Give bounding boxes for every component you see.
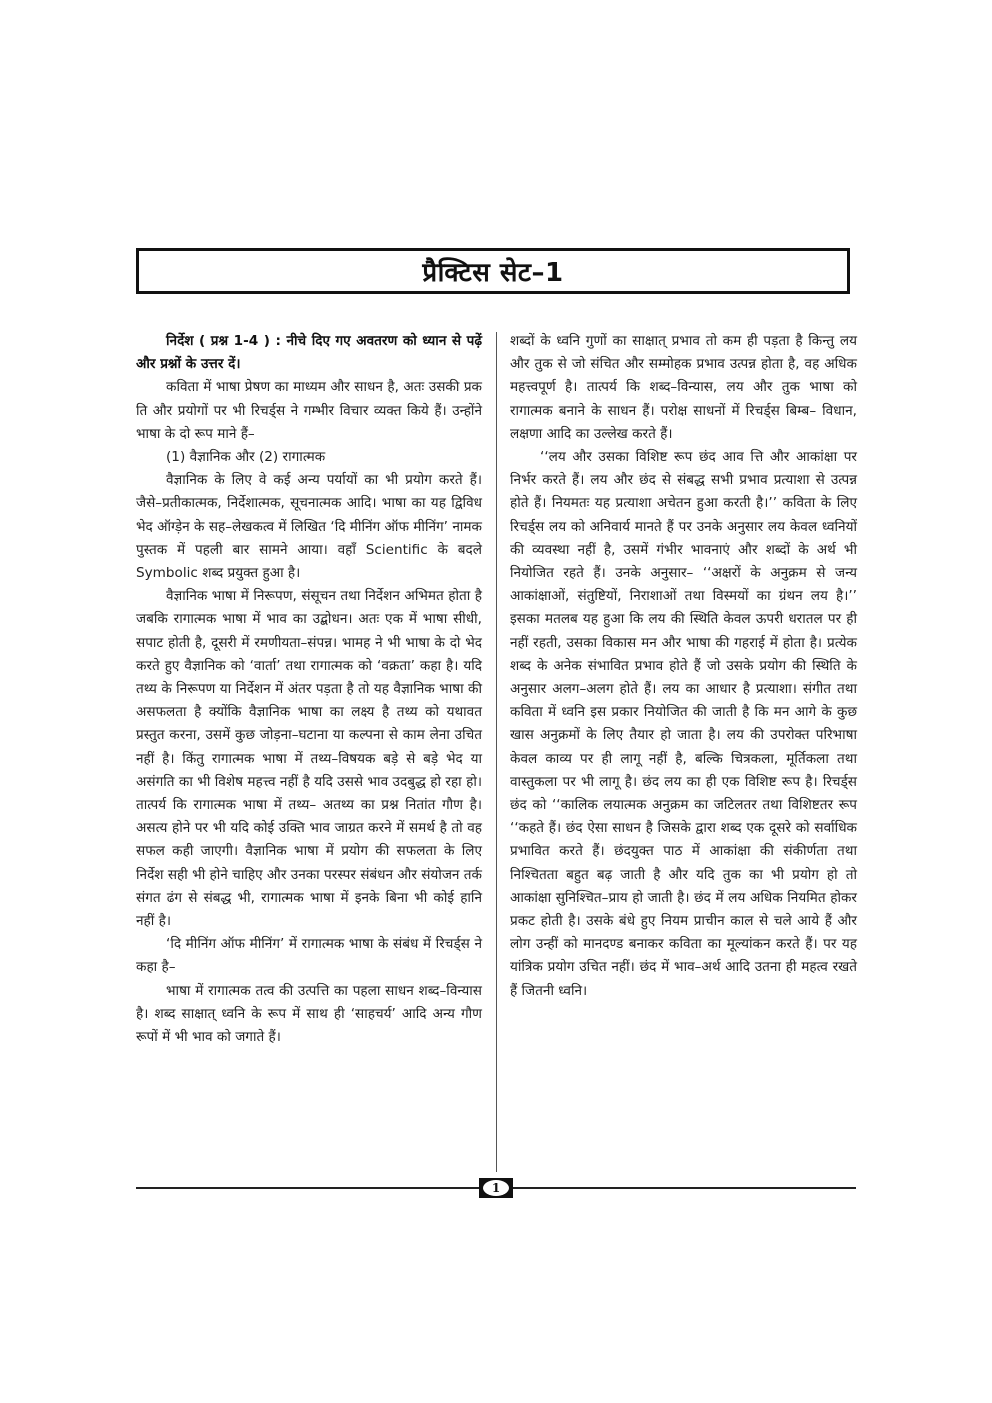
- page-title: प्रैक्टिस सेट–1: [422, 258, 564, 288]
- column-divider: [496, 332, 497, 1172]
- page-number-badge: [479, 1178, 513, 1198]
- paragraph: ‘दि मीनिंग ऑफ मीनिंग’ में रागात्मक भाषा के संबंध में रिचर्ड्स ने कहा है–: [136, 936, 482, 976]
- instruction-paragraph: निर्देश ( प्रश्न 1-4 ) : नीचे दिए गए अवतरण को ध्यान से पढ़ें और प्रश्नों के उत्तर दें।: [136, 333, 482, 373]
- paragraph: भाषा में रागात्मक तत्व की उत्पत्ति का पहला साधन शब्द–विन्यास है। शब्द साक्षात् ध्वनि के रूप में साथ ही ‘साहचर्य’ आदि अन्य गौण रूपों में भी भाव को जगाते हैं।: [136, 982, 482, 1046]
- paragraph: कविता में भाषा प्रेषण का माध्यम और साधन है, अतः उसकी प्रक ति और प्रयोगों पर भी रिचर्ड्स ने गम्भीर विचार व्यक्त किये हैं। उन्होंने भाषा के दो रूप माने हैं–: [136, 379, 482, 442]
- paragraph: शब्दों के ध्वनि गुणों का साक्षात् प्रभाव तो कम ही पड़ता है किन्तु लय और तुक से जो संचित और सम्मोहक प्रभाव उत्पन्न होता है, वह अधिक महत्त्वपूर्ण है। तात्पर्य कि शब्द–विन्यास, लय और तुक भाषा को रागात्मक बनाने के साधन हैं। परोक्ष साधनों में रिचर्ड्स बिम्ब– विधान, लक्षणा आदि का उल्लेख करते हैं।: [510, 333, 857, 442]
- page-number: 1: [483, 1180, 509, 1196]
- paragraph: (1) वैज्ञानिक और (2) रागात्मक: [166, 449, 326, 466]
- page-title-box: [136, 248, 850, 294]
- paragraph: वैज्ञानिक भाषा में निरूपण, संसूचन तथा निर्देशन अभिमत होता है जबकि रागात्मक भाषा में भाव का उद्बोधन। अतः एक में भाषा सीधी, सपाट होती है, दूसरी में रमणीयता–संपन्न। भामह ने भी भाषा के दो भेद करते हुए वैज्ञानिक को ‘वार्ता’ तथा रागात्मक को ‘वक्रता’ कहा है। यदि तथ्य के निरूपण या निर्देशन में अंतर पड़ता है तो यह वैज्ञानिक भाषा की असफलता है क्योंकि वैज्ञानिक भाषा का लक्ष्य है तथ्य को यथावत प्रस्तुत करना, उसमें कुछ जोड़ना–घटाना या कल्पना से काम लेना उचित नहीं है। किंतु रागात्मक भाषा में तथ्य–विषयक बड़े से बड़े भेद या असंगति का भी विशेष महत्त्व नहीं है यदि उससे भाव उदबुद्ध हो रहा हो। तात्पर्य कि रागात्मक भाषा में तथ्य– अतथ्य का प्रश्न नितांत गौण है। असत्य होने पर भी यदि कोई उक्ति भाव जाग्रत करने में समर्थ है तो वह सफल कही जाएगी। वैज्ञानिक भाषा में प्रयोग की सफलता के लिए निर्देश सही भी होने चाहिए और उनका परस्पर संबंधन और संयोजन तर्क संगत ढंग से संबद्ध भी, रागात्मक भाषा में इनके बिना भी कोई हानि नहीं है।: [136, 588, 482, 930]
- right-column: [510, 330, 857, 1003]
- left-column: [136, 330, 482, 1049]
- paragraph: वैज्ञानिक के लिए वे कई अन्य पर्यायों का भी प्रयोग करते हैं। जैसे–प्रतीकात्मक, निर्देशात्मक, सूचनात्मक आदि। भाषा का यह द्विविध भेद ऑग्ड़ेन के सह–लेखकत्व में लिखित ‘दि मीनिंग ऑफ मीनिंग’ नामक पुस्तक में पहली बार सामने आया। वहाँ Scientific के बदले Symbolic शब्द प्रयुक्त हुआ है।: [136, 472, 482, 582]
- paragraph: ‘‘लय और उसका विशिष्ट रूप छंद आव त्ति और आकांक्षा पर निर्भर करते हैं। लय और छंद से संबद्ध सभी प्रभाव प्रत्याशा से उत्पन्न होते हैं। नियमतः यह प्रत्याशा अचेतन हुआ करती है।’’ कविता के लिए रिचर्ड्स लय को अनिवार्य मानते हैं पर उनके अनुसार लय केवल ध्वनियों की व्यवस्था नहीं है, उसमें गंभीर भावनाएं और शब्दों के अर्थ भी नियोजित रहते हैं। उनके अनुसार– ‘‘अक्षरों के अनुक्रम से जन्य आकांक्षाओं, संतुष्टियों, निराशाओं तथा विस्मयों का ग्रंथन लय है।’’ इसका मतलब यह हुआ कि लय की स्थिति केवल ऊपरी धरातल पर ही नहीं रहती, उसका विकास मन और भाषा की गहराई में होता है। प्रत्येक शब्द के अनेक संभावित प्रभाव होते हैं जो उसके प्रयोग की स्थिति के अनुसार अलग–अलग होते हैं। लय का आधार है प्रत्याशा। संगीत तथा कविता में ध्वनि इस प्रकार नियोजित की जाती है कि मन आगे के कुछ खास अनुक्रमों के लिए तैयार हो जाता है। लय की उपरोक्त परिभाषा केवल काव्य पर ही लागू नहीं है, बल्कि चित्रकला, मूर्तिकला तथा वास्तुकला पर भी लागू है। छंद लय का ही एक विशिष्ट रूप है। रिचर्ड्स छंद को ‘‘कालिक लयात्मक अनुक्रम का जटिलतर तथा विशिष्टतर रूप ‘‘कहते हैं। छंद ऐसा साधन है जिसके द्वारा शब्द एक दूसरे को सर्वाधिक प्रभावित करते हैं। छंदयुक्त पाठ में आकांक्षा की संकीर्णता तथा निश्चितता बहुत बढ़ जाती है और यदि तुक का भी प्रयोग हो तो आकांक्षा सुनिश्चित–प्राय हो जाती है। छंद में लय अधिक नियमित होकर प्रकट होती है। उसके बंधे हुए नियम प्राचीन काल से चले आये हैं और लोग उन्हीं को मानदण्ड बनाकर कविता का मूल्यांकन करते हैं। पर यह यांत्रिक प्रयोग उचित नहीं। छंद में भाव–अर्थ आदि उतना ही महत्व रखते हैं जितनी ध्वनि।: [510, 449, 857, 999]
